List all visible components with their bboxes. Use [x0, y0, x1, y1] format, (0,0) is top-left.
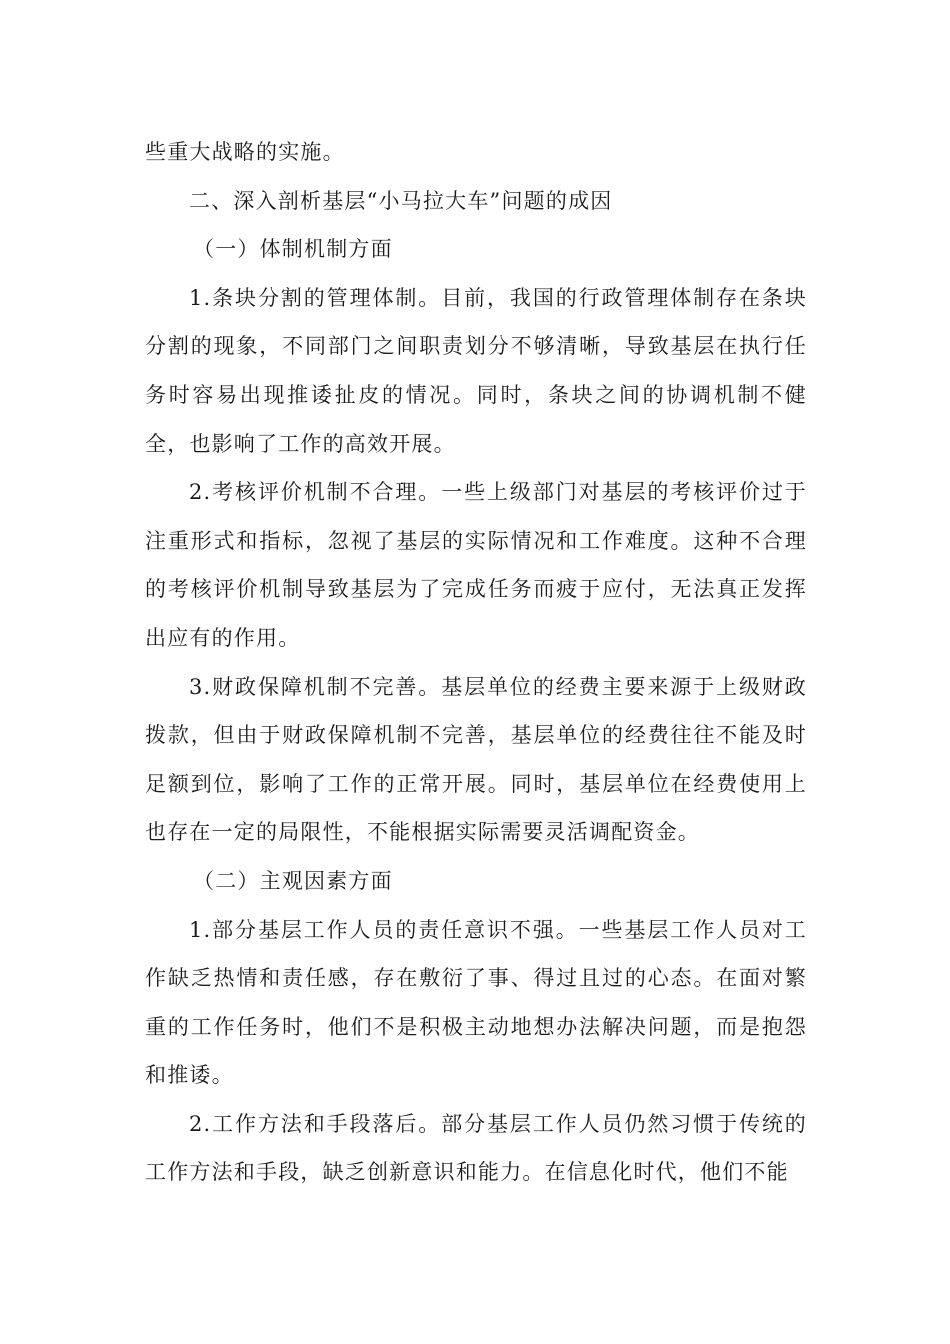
- document-body: [145, 128, 807, 1197]
- paragraph-continuation: 些重大战略的实施。: [145, 140, 345, 164]
- body-paragraph: 2.考核评价机制不合理。一些上级部门对基层的考核评价过于注重形式和指标，忽视了基层的实际情况和工作难度。这种不合理的考核评价机制导致基层为了完成任务而疲于应付，无法真正发挥出应有的作用。: [145, 480, 807, 650]
- section-heading: 二、深入剖析基层“小马拉大车”问题的成因: [189, 188, 613, 213]
- body-paragraph: 3.财政保障机制不完善。基层单位的经费主要来源于上级财政拨款，但由于财政保障机制不完善，基层单位的经费往往不能及时足额到位，影响了工作的正常开展。同时，基层单位在经费使用上也存在一定的局限性，不能根据实际需要灵活调配资金。: [145, 674, 807, 845]
- body-paragraph: 2.工作方法和手段落后。部分基层工作人员仍然习惯于传统的工作方法和手段，缺乏创新意识和能力。在信息化时代，他们不能: [145, 1111, 807, 1185]
- body-paragraph: 1.部分基层工作人员的责任意识不强。一些基层工作人员对工作缺乏热情和责任感，存在敷衍了事、得过且过的心态。在面对繁重的工作任务时，他们不是积极主动地想办法解决问题，而是抱怨和推诿。: [145, 917, 807, 1088]
- subsection-heading: （一）体制机制方面: [193, 237, 393, 262]
- body-paragraph: 1.条块分割的管理体制。目前，我国的行政管理体制存在条块分割的现象，不同部门之间职责划分不够清晰，导致基层在执行任务时容易出现推诿扯皮的情况。同时，条块之间的协调机制不健全，也影响了工作的高效开展。: [145, 285, 807, 456]
- subsection-heading: （二）主观因素方面: [193, 868, 393, 893]
